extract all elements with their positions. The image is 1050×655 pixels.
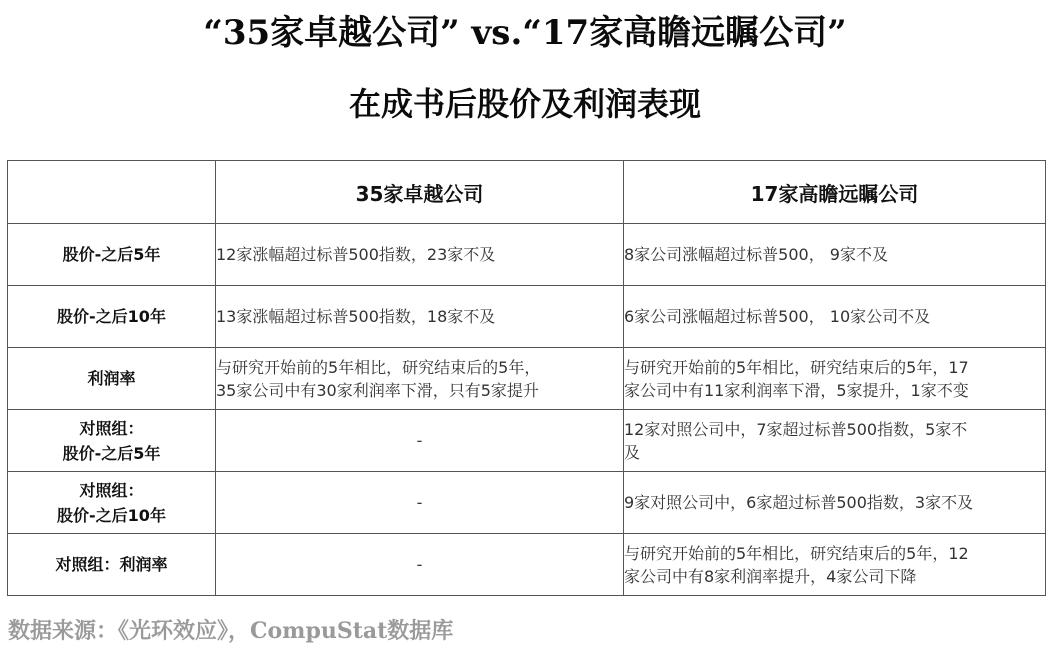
header-empty-cell: [8, 161, 216, 224]
cell-line: 家公司中有11家利润率下滑，5家提升，1家不变: [624, 380, 969, 400]
table-row: [8, 224, 1046, 286]
excellent-cell: [216, 286, 624, 348]
cell-line: 8家公司涨幅超过标普500， 9家不及: [624, 245, 888, 264]
table-row: [8, 286, 1046, 348]
cell-line: 与研究开始前的5年相比，研究结束后的5年，: [216, 357, 541, 377]
visionary-cell: [624, 410, 1046, 472]
row-label-line: 股价-之后5年: [62, 245, 161, 264]
cell-line: 13家涨幅超过标普500指数，18家不及: [216, 307, 496, 326]
row-label-line: 股价-之后5年: [62, 443, 161, 463]
excellent-cell-empty: [216, 534, 624, 596]
cell-line: 与研究开始前的5年相比，研究结束后的5年，12: [624, 543, 969, 563]
excellent-cell-empty: [216, 410, 624, 472]
visionary-cell: [624, 286, 1046, 348]
row-label-line: 股价-之后10年: [57, 307, 166, 326]
dash-placeholder: -: [416, 555, 423, 574]
visionary-cell: [624, 348, 1046, 410]
excellent-cell: [216, 224, 624, 286]
excellent-cell-empty: [216, 472, 624, 534]
cell-line: 12家涨幅超过标普500指数，23家不及: [216, 245, 496, 264]
visionary-cell: [624, 224, 1046, 286]
row-label-line: 对照组：利润率: [55, 555, 168, 574]
row-label: [8, 348, 216, 410]
dash-placeholder: -: [416, 493, 423, 512]
cell-line: 9家对照公司中，6家超过标普500指数，3家不及: [624, 493, 974, 512]
table-row: [8, 472, 1046, 534]
cell-line: 12家对照公司中，7家超过标普500指数，5家不: [624, 419, 968, 439]
table-row: [8, 534, 1046, 596]
visionary-cell: [624, 472, 1046, 534]
table-header-row: [8, 161, 1046, 224]
header-excellent-companies: 35家卓越公司: [216, 161, 624, 224]
excellent-cell: [216, 348, 624, 410]
table-row: [8, 410, 1046, 472]
cell-line: 家公司中有8家利润率提升，4家公司下降: [624, 566, 917, 586]
cell-line: 与研究开始前的5年相比，研究结束后的5年，17: [624, 357, 969, 377]
cell-line: 6家公司涨幅超过标普500， 10家公司不及: [624, 307, 931, 326]
row-label-line: 股价-之后10年: [57, 505, 166, 525]
dash-placeholder: -: [416, 431, 423, 450]
subtitle: 在成书后股价及利润表现: [348, 85, 701, 123]
visionary-cell: [624, 534, 1046, 596]
row-label: [8, 534, 216, 596]
row-label: [8, 472, 216, 534]
row-label: [8, 224, 216, 286]
row-label: [8, 410, 216, 472]
comparison-table: [7, 160, 1046, 596]
row-label: [8, 286, 216, 348]
row-label-line: 对照组：: [79, 480, 144, 500]
row-label-line: 利润率: [87, 369, 136, 388]
main-title: “35家卓越公司” vs.“17家高瞻远瞩公司”: [203, 13, 847, 53]
header-visionary-companies: 17家高瞻远瞩公司: [624, 161, 1046, 224]
source-note: 数据来源：《光环效应》，CompuStat数据库: [8, 618, 454, 644]
cell-line: 及: [624, 442, 641, 462]
table-row: [8, 348, 1046, 410]
row-label-line: 对照组：: [79, 418, 144, 438]
cell-line: 35家公司中有30家利润率下滑，只有5家提升: [216, 380, 539, 400]
